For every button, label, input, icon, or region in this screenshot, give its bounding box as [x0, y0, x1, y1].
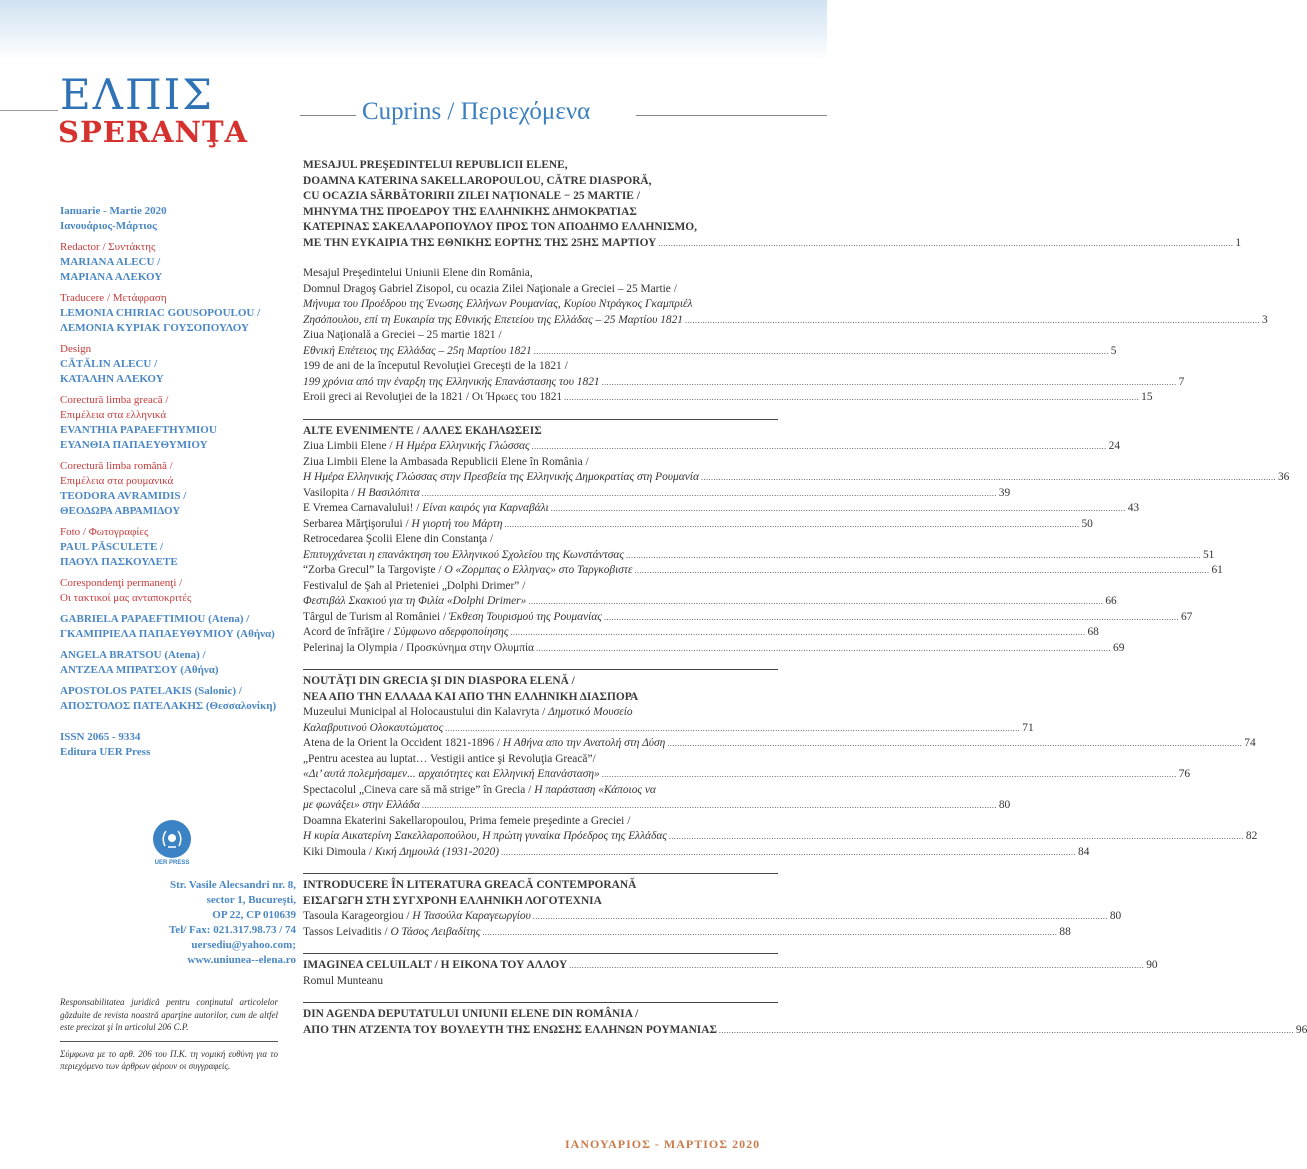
toc-entry-title-gr: Η Βασιλόπιτα — [357, 486, 420, 499]
phone-fax: Tel/ Fax: 021.317.98.73 / 74 — [168, 924, 296, 936]
design-ro: CĂTĂLIN ALECU / — [60, 358, 158, 370]
toc-entry-title: „Pentru acestea au luptat… Vestigii antice şi Revoluţia Greacă”/ — [303, 752, 596, 765]
toc-entry-title: Spectacolul „Cineva care să mă strige” în Grecia / — [303, 783, 535, 796]
leader-dots — [602, 375, 1177, 391]
toc-entry-title: Serbarea Mărţişorului / — [303, 517, 412, 530]
section-divider — [303, 419, 778, 420]
address-line: OP 22, CP 010639 — [212, 909, 296, 921]
disclaimer-gr: Σύμφωνα με το αρθ. 206 του Π.Κ. τη νομική ευθύνη για το περιεχόμενο των άρθρων φέρουν οι συγγραφείς. — [60, 1048, 278, 1071]
translation-label: Traducere / Μετάφραση — [60, 292, 167, 304]
period-gr: Ιανουάριος-Μάρτιος — [60, 220, 157, 232]
toc-entry-title-gr: Η Τασούλα Καραγεωργίου — [412, 910, 531, 922]
page-footer: ΙΑΝΟΥΑΡΙΟΣ - ΜΑΡΤΙΟΣ 2020 — [565, 1137, 761, 1151]
toc-entry-title-gr: Εθνική Επέτειος της Ελλάδας – 25η Μαρτίου 1821 — [303, 344, 532, 357]
toc-entry[interactable] — [303, 721, 1034, 737]
page-number: 68 — [1087, 626, 1099, 638]
toc-entry[interactable] — [303, 594, 1117, 610]
toc-entry[interactable] — [303, 563, 1223, 579]
proof-greek-ro: EVANTHIA PAPAEFTHYMIOU — [60, 424, 217, 436]
page-number: 7 — [1178, 375, 1185, 388]
toc-heading: DOAMNA KATERINA SAKELLAROPOULOU, CĂTRE DIASPORĂ, — [303, 174, 652, 187]
toc-entry-title-gr: Δημοτικό Μουσείο — [548, 706, 633, 718]
toc-entry-title: Acord de înfrăţire / — [303, 626, 394, 638]
proof-romanian-gr: ΘΕΟΔΩΡΑ ΑΒΡΑΜΙΔΟΥ — [60, 505, 181, 517]
page-number: 36 — [1277, 471, 1290, 483]
logo-greek: ΕΛΠΙΣ — [60, 70, 214, 119]
leader-dots — [626, 548, 1201, 564]
toc-entry-title: Festivalul de Şah al Prieteniei „Dolphi Drimer” / — [303, 579, 526, 592]
editor-label: Redactor / Συντάκτης — [60, 241, 156, 253]
section-divider — [303, 669, 778, 670]
press-logo-label: UER PRESS — [154, 860, 190, 866]
toc-entry-title-gr: Η κυρία Αικατερίνη Σακελλαροπούλου, Η πρώτη γυναίκα Πρόεδρος της Ελλάδας — [303, 830, 667, 842]
section-heading: IMAGINEA CELUILALT / Η ΕΙΚΟΝΑ ΤΟΥ ΑΛΛΟΥ — [303, 959, 568, 971]
toc-entry[interactable] — [303, 501, 1140, 517]
correspondent-3-ro: APOSTOLOS PATELAKIS (Salonic) / — [60, 685, 242, 697]
toc-entry-title: “Zorba Grecul” la Targovişte / — [303, 564, 445, 576]
toc-heading: ΚΑΤΕΡΙΝΑΣ ΣΑΚΕΛΛΑΡΟΠΟΥΛΟΥ ΠΡΟΣ ΤΟΝ ΑΠΟΔΗΜΟ ΕΛΛΗΝΙΣΜΟ, — [303, 221, 697, 233]
page-number: 80 — [1109, 910, 1122, 922]
toc-heading: CU OCAZIA SĂRBĂTORIRII ZILEI NAŢIONALE − 25 MARTIE / — [303, 190, 640, 202]
leader-dots — [533, 909, 1108, 925]
toc-entry-title: Eroii greci ai Revoluţiei de la 1821 / Οι Ήρωες του 1821 — [303, 391, 563, 403]
leader-dots — [564, 390, 1139, 406]
disclaimer-ro: Responsabilitatea juridică pentru conţinutul articolelor găzduite de revista noastră aparţine autorilor, cum de altfel este precizat şi în articolul 206 C.P. — [60, 997, 278, 1032]
section-heading: ALTE EVENIMENTE / ΑΛΛΕΣ ΕΚΔΗΛΩΣΕΙΣ — [303, 424, 542, 437]
leader-dots — [604, 610, 1179, 626]
proof-greek-gr: ΕΥΑΝΘΙΑ ΠΑΠΑΕΥΘΥΜΙΟΥ — [60, 439, 208, 451]
page-number: 80 — [998, 799, 1011, 811]
toc-entry-title: Târgul de Turism al României / — [303, 610, 449, 623]
toc-entry[interactable] — [303, 610, 1193, 626]
leader-dots — [569, 958, 1144, 974]
toc-entry-title-gr: Η Αθήνα απο την Ανατολή στη Δύση — [502, 737, 666, 749]
page-number: 61 — [1211, 564, 1223, 576]
toc-entry-title-gr: Ο «Ζορμπας ο Ελληνας» στο Ταργκοβιστε — [444, 564, 633, 576]
leader-dots — [534, 344, 1109, 360]
leader-dots — [536, 641, 1111, 657]
proof-greek-label: Corectură limba greacă / — [60, 394, 169, 406]
publisher: Editura UER Press — [60, 746, 151, 758]
section-divider — [303, 873, 778, 874]
section-heading: NOUTĂŢI DIN GRECIA ŞI DIN DIASPORA ELENĂ / — [303, 675, 575, 687]
photo-label: Foto / Φωτογραφίες — [60, 526, 149, 538]
leader-dots — [482, 925, 1057, 941]
translation-ro: LEMONIA CHIRIAC GOUSOPOULOU / — [60, 307, 261, 319]
uer-press-logo — [146, 820, 198, 872]
toc-entry-title: Vasilopita / — [303, 486, 358, 499]
section-heading: ΝΕΑ ΑΠΟ ΤΗΝ ΕΛΛΑΔΑ ΚΑΙ ΑΠΟ ΤΗΝ ΕΛΛΗΝΙΚΗ ΔΙΑΣΠΟΡΑ — [303, 690, 639, 703]
toc-entry[interactable] — [303, 390, 1153, 406]
page-number: 39 — [998, 486, 1011, 499]
page-title: Cuprins / Περιεχόμενα — [362, 98, 591, 125]
toc-entry-title: E Vremea Carnavalului! / — [303, 502, 423, 514]
correspondents-label: Corespondenţi permanenţi / — [60, 577, 183, 589]
section-heading: ΕΙΣΑΓΩΓΗ ΣΤΗ ΣΥΓΧΡΟΝΗ ΕΛΛΗΝΙΚΗ ΛΟΓΟΤΕΧΝΙΑ — [303, 894, 602, 907]
page-number: 43 — [1127, 502, 1140, 514]
page-number: 90 — [1146, 959, 1158, 971]
page-number: 84 — [1078, 845, 1090, 858]
toc-heading: ΜΗΝΥΜΑ ΤΗΣ ΠΡΟΕΔΡΟΥ ΤΗΣ ΕΛΛΗΝΙΚΗΣ ΔΗΜΟΚΡΑΤΙΑΣ — [303, 205, 637, 218]
toc-heading: MESAJUL PREŞEDINTELUI REPUBLICII ELENE, — [303, 159, 568, 171]
toc-author: Romul Munteanu — [303, 974, 384, 987]
toc-entry[interactable] — [303, 375, 1185, 391]
correspondent-3-gr: ΑΠΟΣΤΟΛΟΣ ΠΑΤΕΛΑΚΗΣ (Θεσσαλονίκη) — [60, 700, 277, 712]
page-number: 50 — [1081, 517, 1093, 530]
toc-entry-title-gr: Ζησόπουλου, επί τη Ευκαιρία της Εθνικής Επετείου της Ελλάδας – 25 Μαρτίου 1821 — [303, 313, 683, 326]
page-number: 15 — [1141, 391, 1153, 403]
leader-dots — [422, 486, 997, 502]
toc-entry[interactable] — [303, 344, 1117, 360]
toc-entry[interactable] — [303, 641, 1125, 657]
leader-dots — [685, 313, 1260, 329]
period-ro: Ianuarie - Martie 2020 — [60, 205, 167, 217]
translation-gr: ΛΕΜΟΝΙΑ ΚΥΡΙΑΚ ΓΟΥΣΟΠΟΥΛΟΥ — [60, 322, 249, 334]
page-number: 71 — [1022, 721, 1034, 734]
leader-dots — [669, 829, 1244, 845]
toc-entry-title: Pelerinaj la Olympia / Προσκύνημα στην Ολυμπία — [303, 641, 535, 654]
address-line: Str. Vasile Alecsandri nr. 8, — [169, 879, 296, 891]
leader-dots — [422, 798, 997, 814]
toc-entry[interactable] — [303, 798, 1011, 814]
toc-entry-title: Doamna Ekaterini Sakellaropoulou, Prima femeie preşedinte a Greciei / — [303, 814, 631, 827]
leader-dots — [504, 517, 1079, 533]
design-label: Design — [60, 343, 92, 355]
toc-entry-title: Domnul Dragoş Gabriel Zisopol, cu ocazia Zilei Naţionale a Greciei – 25 Martie / — [303, 282, 677, 295]
toc-entry[interactable] — [303, 829, 1258, 845]
toc-entry-title: Ziua Limbii Elene la Ambasada Republicii Elene în România / — [303, 455, 589, 468]
logo-romanian: SPERANŢA — [58, 115, 249, 149]
page-number: 82 — [1245, 830, 1258, 842]
page-number: 24 — [1108, 440, 1121, 452]
toc-entry[interactable] — [303, 236, 1242, 252]
page-number: 1 — [1235, 236, 1242, 249]
editor-gr: ΜΑΡΙΑΝΑ ΑΛΕΚΟΥ — [60, 271, 163, 283]
proof-romanian-label-gr: Επιμέλεια στα ρουμανικά — [60, 475, 174, 487]
toc-entry[interactable] — [303, 313, 1268, 329]
toc-entry-title-gr: Η Ημέρα Ελληνικής Γλώσσας στην Πρεσβεία της Ελληνικής Δημοκρατίας στη Ρουμανία — [303, 471, 699, 483]
page-number: 76 — [1178, 768, 1191, 780]
leader-dots — [719, 1023, 1294, 1039]
page-number: 67 — [1180, 610, 1193, 623]
toc-entry-title-gr: Ο Τάσος Λειβαδίτης — [390, 925, 481, 938]
toc-entry-title-gr: Μήνυμα του Προέδρου της Ένωσης Ελλήνων Ρουμανίας, Κυρίου Ντράγκος Γκαμπριέλ — [303, 298, 693, 310]
toc-entry-title-gr: με φωνάξει» στην Ελλάδα — [303, 799, 420, 811]
toc-entry[interactable] — [303, 517, 1093, 533]
toc-entry-title: Ziua Naţională a Greciei – 25 martie 1821 / — [303, 329, 502, 341]
section-heading: ΑΠΟ ΤΗΝ ΑΤΖΕΝΤΑ ΤΟΥ ΒΟΥΛΕΥΤΗ ΤΗΣ ΕΝΩΣΗΣ ΕΛΛΗΝΩΝ ΡΟΥΜΑΝΙΑΣ — [303, 1023, 717, 1036]
page-number: 51 — [1202, 548, 1215, 561]
toc-entry[interactable] — [303, 909, 1122, 925]
toc-entry[interactable] — [303, 548, 1215, 564]
proof-romanian-ro: TEODORA AVRAMIDIS / — [60, 490, 187, 502]
section-heading: DIN AGENDA DEPUTATULUI UNIUNII ELENE DIN ROMÂNIA / — [303, 1008, 639, 1020]
toc-entry[interactable] — [303, 625, 1099, 641]
toc-entry-title: Ziua Limbii Elene / — [303, 440, 396, 452]
leader-dots — [532, 439, 1107, 455]
page-number: 96 — [1295, 1023, 1307, 1036]
section-divider — [303, 953, 778, 954]
toc-entry-title-gr: Κική Δημουλά (1931-2020) — [374, 845, 500, 858]
leader-dots — [445, 721, 1020, 737]
toc-entry-title: 199 de ani de la începutul Revoluţiei Greceşti de la 1821 / — [303, 360, 568, 372]
correspondent-1-ro: GABRIELA PAPAEFTIMIOU (Atena) / — [60, 613, 250, 625]
photo-gr: ΠΑΟΥΛ ΠΑΣΚΟΥΛΕΤΕ — [60, 556, 178, 568]
page-number: 66 — [1105, 595, 1117, 607]
logo-divider — [0, 110, 58, 111]
leader-dots — [510, 625, 1085, 641]
email-link[interactable]: uersediu@yahoo.com; — [191, 939, 296, 951]
table-of-contents — [303, 158, 1307, 1038]
toc-entry-title-gr: Η Ημέρα Ελληνικής Γλώσσας — [395, 440, 530, 452]
title-rule-right — [636, 115, 827, 116]
leader-dots — [658, 236, 1233, 252]
website-link[interactable]: www.uniunea--elena.ro — [187, 954, 296, 966]
toc-heading: ΜΕ ΤΗΝ ΕΥΚΑΙΡΙΑ ΤΗΣ ΕΘΝΙΚΗΣ ΕΟΡΤΗΣ ΤΗΣ 25ΗΣ ΜΑΡΤΙΟΥ — [303, 236, 657, 249]
toc-entry-title: Kiki Dimoula / — [303, 845, 375, 858]
toc-entry-title: Retrocedarea Şcolii Elene din Constanţa / — [303, 533, 494, 545]
toc-entry-title: Tasoula Karageorgiou / — [303, 910, 413, 922]
toc-entry[interactable] — [303, 958, 1158, 974]
leader-dots — [528, 594, 1103, 610]
disclaimer-divider — [60, 1041, 278, 1042]
toc-entry[interactable] — [303, 470, 1290, 486]
page-number: 69 — [1113, 641, 1125, 654]
toc-entry-title: Muzeului Municipal al Holocaustului din Kalavryta / — [303, 706, 549, 718]
toc-entry-title-gr: Σύμφωνο αδερφοποίησης — [393, 626, 509, 638]
page-number: 88 — [1059, 925, 1071, 938]
leader-dots — [602, 767, 1177, 783]
correspondents-label-gr: Οι τακτικοί μας ανταποκριτές — [60, 592, 192, 604]
editor-ro: MARIANA ALECU / — [60, 256, 161, 268]
legal-disclaimer — [60, 996, 278, 1080]
toc-entry-title-gr: Έκθεση Τουρισμού της Ρουμανίας — [448, 610, 602, 623]
top-gradient-band — [0, 0, 827, 60]
correspondent-1-gr: ΓΚΑΜΠΡΙΕΛΑ ΠΑΠΑΕΥΘΥΜΙΟΥ (Αθήνα) — [60, 628, 275, 640]
photo-ro: PAUL PĂSCULETE / — [60, 541, 164, 553]
page-number: 74 — [1244, 737, 1256, 749]
toc-entry[interactable] — [303, 1023, 1307, 1039]
section-heading: INTRODUCERE ÎN LITERATURA GREACĂ CONTEMPORANĂ — [303, 879, 637, 891]
toc-entry[interactable] — [303, 736, 1256, 752]
correspondent-2-gr: ΑΝΤΖΕΛΑ ΜΠΡΑΤΣΟΥ (Αθήνα) — [60, 664, 219, 676]
leader-dots — [551, 501, 1126, 517]
toc-entry-title-gr: Η γιορτή του Μάρτη — [411, 517, 503, 530]
design-gr: ΚΑΤΑΛΗΝ ΑΛΕΚΟΥ — [60, 373, 164, 385]
masthead — [60, 204, 290, 766]
toc-entry-title: Mesajul Preşedintelui Uniunii Elene din România, — [303, 267, 533, 279]
address-line: sector 1, Bucureşti, — [206, 894, 296, 906]
section-divider — [303, 1002, 778, 1003]
correspondent-2-ro: ANGELA BRATSOU (Atena) / — [60, 649, 206, 661]
toc-entry-title-gr: Φεστιβάλ Σκακιού για τη Φιλία «Dolphi Drimer» — [303, 595, 527, 607]
page-number: 5 — [1110, 344, 1117, 357]
laurel-emblem-icon — [153, 820, 191, 858]
page-number: 3 — [1262, 313, 1268, 326]
toc-entry[interactable] — [303, 845, 1090, 861]
issn: ISSN 2065 - 9334 — [60, 731, 141, 743]
toc-entry-title: Tassos Leivaditis / — [303, 925, 391, 938]
toc-entry-title-gr: Επιτυγχάνεται η επανάκτηση του Ελληνικού Σχολείου της Κωνστάντσας — [303, 548, 624, 561]
toc-entry[interactable] — [303, 486, 1011, 502]
leader-dots — [701, 470, 1276, 486]
toc-entry-title-gr: Καλαβρυτινού Ολοκαυτώματος — [303, 721, 444, 734]
toc-entry[interactable] — [303, 439, 1121, 455]
leader-dots — [667, 736, 1242, 752]
contact-address — [60, 878, 296, 968]
proof-romanian-label: Corectură limba română / — [60, 460, 173, 472]
toc-entry-title-gr: 199 χρόνια από την έναρξη της Ελληνικής Επανάστασης του 1821 — [303, 375, 600, 388]
toc-entry-title: Atena de la Orient la Occident 1821-1896 / — [303, 737, 503, 749]
toc-entry-title-gr: Είναι καιρός για Καρναβάλι — [422, 502, 549, 514]
leader-dots — [634, 563, 1209, 579]
toc-entry-title-gr: Η παράσταση «Κάποιος να — [534, 783, 656, 796]
leader-dots — [501, 845, 1076, 861]
toc-entry[interactable] — [303, 767, 1191, 783]
toc-entry[interactable] — [303, 925, 1071, 941]
toc-entry-title-gr: «Δι’ αυτά πολεμήσαμεν... αρχαιότητες και Ελληνική Επανάσταση» — [303, 768, 600, 780]
title-rule-left — [300, 115, 356, 116]
proof-greek-label-gr: Επιμέλεια στα ελληνικά — [60, 409, 167, 421]
